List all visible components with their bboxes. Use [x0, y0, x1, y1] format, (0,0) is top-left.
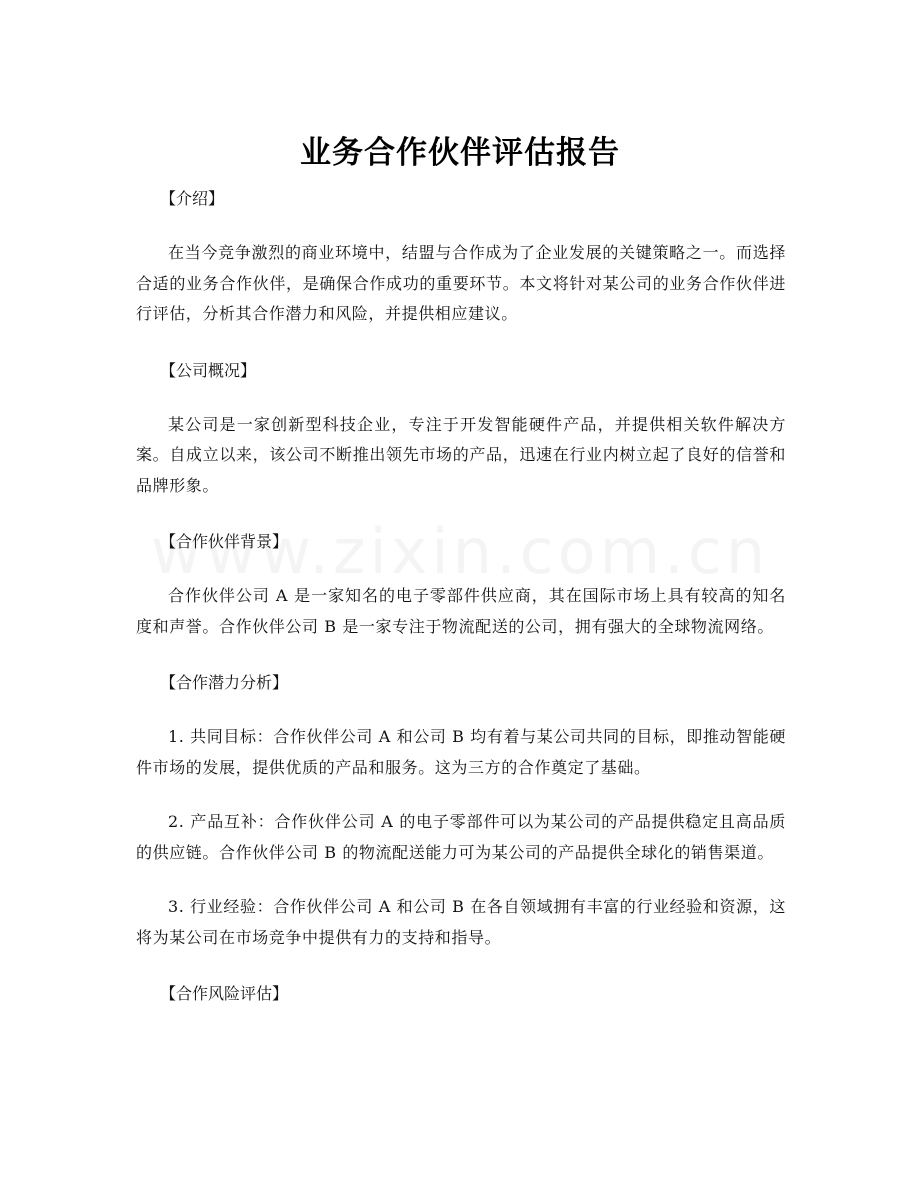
- paragraph-industry-experience: 3. 行业经验：合作伙伴公司 A 和公司 B 在各自领域拥有丰富的行业经验和资源，这将为某公司在市场竞争中提供有力的支持和指导。: [136, 897, 786, 947]
- paragraph-product-complement: 2. 产品互补：合作伙伴公司 A 的电子零部件可以为某公司的产品提供稳定且高品质的供应链。合作伙伴公司 B 的物流配送能力可为某公司的产品提供全球化的销售渠道。: [136, 812, 786, 862]
- paragraph-common-goal: 1. 共同目标：合作伙伴公司 A 和公司 B 均有着与某公司共同的目标，即推动智能硬件市场的发展，提供优质的产品和服务。这为三方的合作奠定了基础。: [136, 727, 786, 777]
- paragraph-introduction: 在当今竞争激烈的商业环境中，结盟与合作成为了企业发展的关键策略之一。而选择合适的业务合作伙伴，是确保合作成功的重要环节。本文将针对某公司的业务合作伙伴进行评估，分析其合作潜力和风险，并提供相应建议。: [136, 243, 786, 323]
- section-heading-cooperation-potential: 【合作潜力分析】: [160, 673, 289, 692]
- document-title: 业务合作伙伴评估报告: [300, 134, 620, 171]
- paragraph-partner-background: 合作伙伴公司 A 是一家知名的电子零部件供应商，其在国际市场上具有较高的知名度和声誉。合作伙伴公司 B 是一家专注于物流配送的公司，拥有强大的全球物流网络。: [136, 586, 786, 636]
- section-heading-introduction: 【介绍】: [160, 189, 225, 208]
- section-heading-partner-background: 【合作伙伴背景】: [160, 532, 289, 551]
- section-heading-company-overview: 【公司概况】: [160, 360, 257, 380]
- paragraph-company-overview: 某公司是一家创新型科技企业，专注于开发智能硬件产品，并提供相关软件解决方案。自成立以来，该公司不断推出领先市场的产品，迅速在行业内树立起了良好的信誉和品牌形象。: [136, 414, 786, 495]
- section-heading-risk-assessment: 【合作风险评估】: [160, 984, 289, 1003]
- document-body: [136, 182, 786, 1033]
